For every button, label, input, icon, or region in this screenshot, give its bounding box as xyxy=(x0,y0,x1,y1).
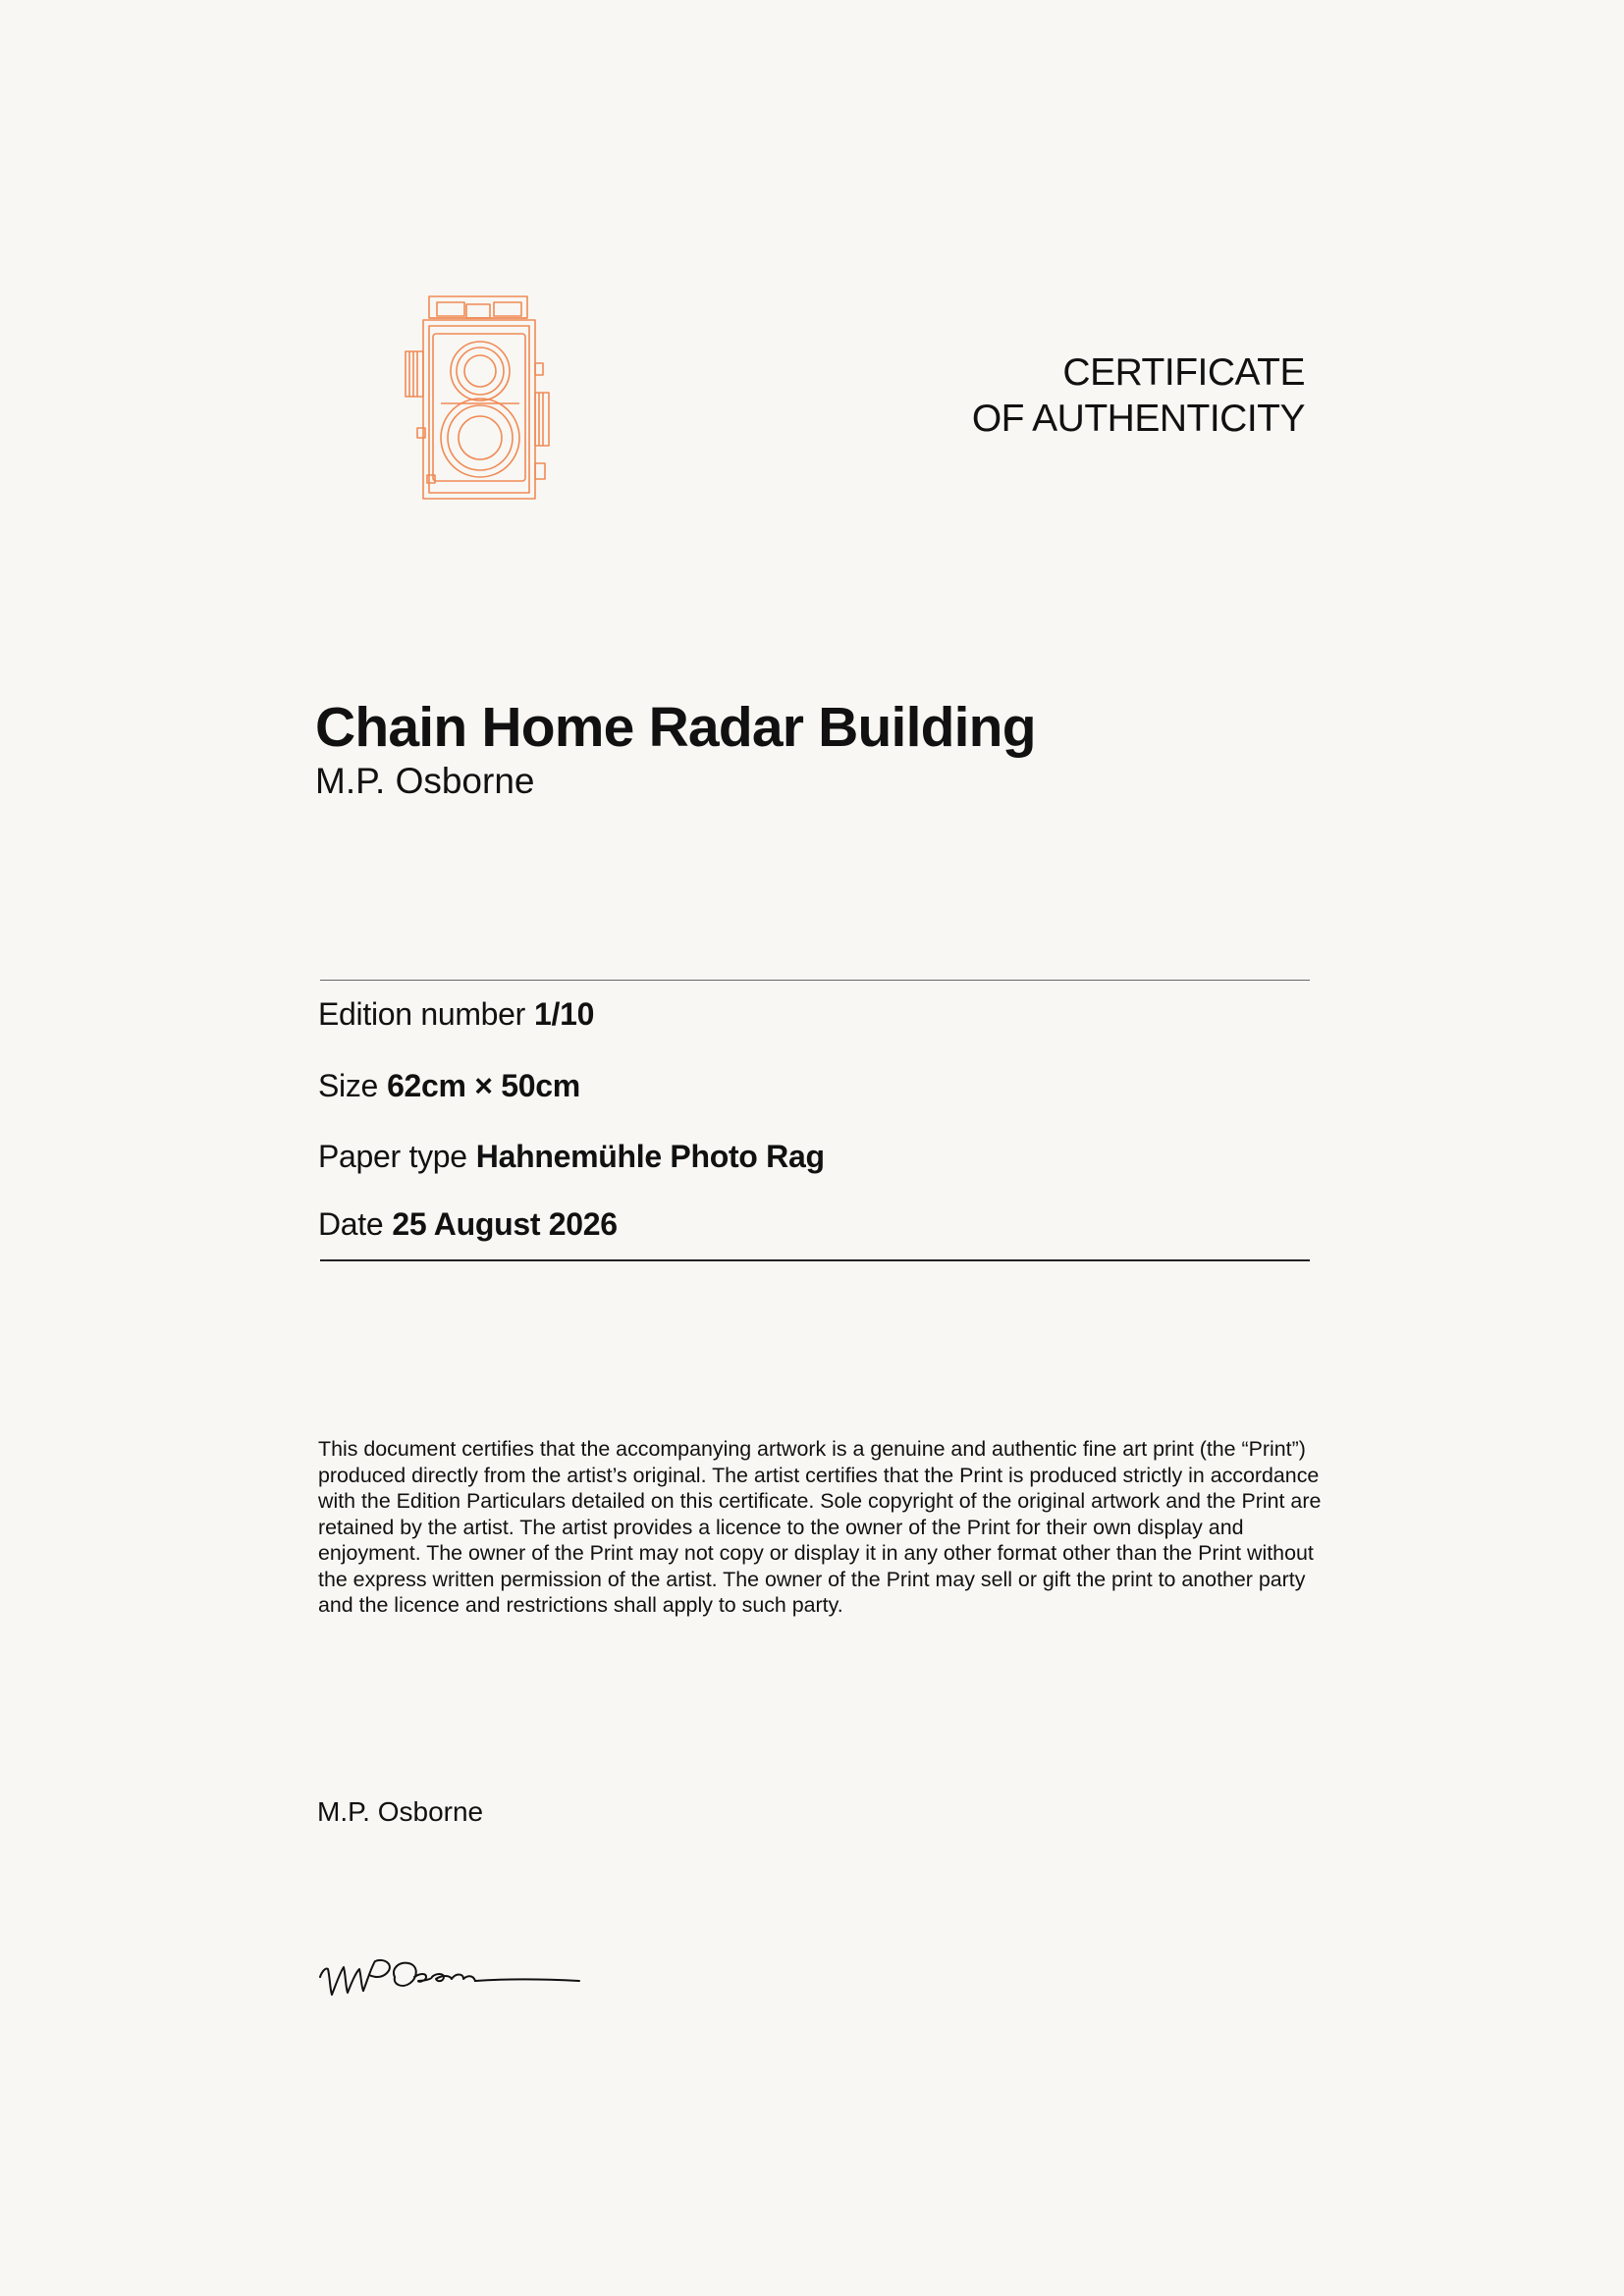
certificate-heading xyxy=(972,349,1305,442)
date-label: Date xyxy=(318,1206,384,1242)
size-row xyxy=(318,1066,580,1105)
authenticity-statement: This document certifies that the accompanying artwork is a genuine and authentic fine art print (the “Print”) produced directly from the artist’s original. The artist certifies that the Print is produced strictly in accordance with the Edition Particulars detailed on this certificate. Sole copyright of the original artwork and the Print are retained by the artist. The artist provides a licence to the owner of the Print for their own display and enjoyment. The owner of the Print may not copy or display it in any other format other than the Print without the express written permission of the artist. The owner of the Print may sell or gift the print to another party and the licence and restrictions shall apply to such party. xyxy=(318,1437,1322,1617)
paper-type-value: Hahnemühle Photo Rag xyxy=(475,1139,825,1174)
edition-number-value: 1/10 xyxy=(534,996,595,1032)
artwork-title: Chain Home Radar Building xyxy=(315,696,1036,759)
size-label: Size xyxy=(318,1068,379,1103)
date-value: 25 August 2026 xyxy=(392,1206,618,1242)
certificate-heading-line2: OF AUTHENTICITY xyxy=(971,398,1305,440)
edition-number-row xyxy=(318,994,594,1034)
artist-name: M.P. Osborne xyxy=(315,761,535,801)
twin-lens-reflex-camera-icon xyxy=(398,291,574,508)
signer-name: M.P. Osborne xyxy=(317,1796,484,1827)
particulars-top-divider xyxy=(320,980,1310,981)
particulars-bottom-divider xyxy=(320,1259,1310,1261)
size-value: 62cm × 50cm xyxy=(387,1068,580,1103)
edition-number-label: Edition number xyxy=(318,996,526,1032)
paper-type-row xyxy=(318,1137,825,1176)
certificate-heading-line1: CERTIFICATE xyxy=(1062,351,1305,394)
date-row xyxy=(318,1204,618,1244)
paper-type-label: Paper type xyxy=(318,1139,467,1174)
handwritten-signature xyxy=(316,1948,583,2004)
